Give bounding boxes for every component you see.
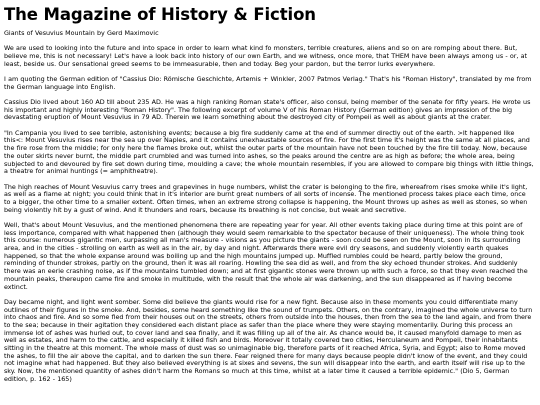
article-paragraph-1: We are used to looking into the future and into space in order to learn what kind fo monsters, terrible creatures, aliens and so on are romping about there. But, believe me, this is not necessary! Let's have a look back into history of our own Earth, and we witness, once more, that THEM have been always among us - or, at least, beside us. Our sensational greed seems to be immeasurable, then and today. Beg your pardon, but the terror lurks everywhere. (4, 44, 527, 68)
article-subtitle: Giants of Vesuvius Mountain by Gerd Maximovic (4, 29, 159, 37)
article-paragraph-3: Cassius Dio lived about 160 AD till about 235 AD. He was a high ranking Roman state's officer, also consul, being member of the senate for fifty years. He wrote us his important and highly interesting "Roman History". The following excerpt of volume V of his Roman History (German edition) gives an impression of the big devastating eruption of Mount Vesuvius in 79 AD. Therein we learn something about the destroyed city of Pompeii as well as about giants at the crater. (4, 98, 531, 122)
article-paragraph-6: Well, that's about Mount Vesuvius, and the mentioned phenomena there are repeating year for year. All other events taking place during time at this point are of less importance, compared with what happened then (although they would seem remarkable to the spectator because of their uniqueness). The whole thing took this course: numerous gigantic men, surpassing all man's measure - visions as you picture the giants - soon could be seen on the Mount, soon in its surrounding area, and in the cities - strolling on earth as well as in the air, by day and night. Afterwards there were evil dry seasons, and suddenly violently earth quakes happened, so that the whole expanse around was boiling up and the high mountains jumped up. Muffled rumbles could be heard, partly below the ground, reminding of thunder strokes, partly on the ground, then it was all roaring. Howling the sea did as well, and from the sky echoed thunder strokes. And suddenly there was an eerie crashing noise, as if the mountains tumbled down; and at first gigantic stones were thrown up with such a force, so that they even reached the mountain peaks, thereupon came fire and smoke in multitude, with the result that the whole air was darkening, and the sun disappeared as if having become extinct. (4, 220, 528, 291)
article-paragraph-2: I am quoting the German edition of "Cassius Dio: Römische Geschichte, Artemis + Winkler, 2007 Patmos Verlag." That's his "Roman History", translated by me from the German language into English. (4, 75, 532, 91)
article-paragraph-5: The high reaches of Mount Vesuvius carry trees and grapevines in huge numbers, whilst the crater is belonging to the fire, whereafrom rises smoke while it's light, as well as a flame at night; you could think that in it's interior are burnt great numbers of all sorts of incense. The mentioned process takes place each time, once to a bigger, the other time to a smaller extent. Often times, when an extreme strong collapse is happening, the Mount throws up ashes as well as stones, so when being violently hit by a gust of wind. And it thunders and roars, because its breathing is not concise, but weak and secretive. (4, 182, 528, 214)
article-title: The Magazine of History & Fiction (4, 5, 316, 24)
article-paragraph-7: Day became night, and light went somber. Some did believe the giants would rise for a new fight. Because also in these moments you could differentiate many outlines of their figures in the smoke. And, besides, some heard something like the sound of trumpets. Others, on the contrary, imagined the whole universe to turn into chaos and fire. And so some fled from their houses out on the streets, others from outside into the houses, then from the sea to the land again, and from there to the sea; because in their agitation they considered each distant place as safer than the place where they were staying momentarily. During this process an immense lot of ashes was hurled out, to cover land and sea finally, and it was filling up all of the air. As chance would be, it caused manyfold damage to men as well as estates, and harm to the cattle, and especially it killed fish and birds. Moreover it totally covered two cities, Herculaneum and Pompeii, their inhabitants sitting in the theatre at this moment. The whole mass of dust was so unimaginable big, therefore parts of it reached Africa, Syria, and Egypt; also to Rome moved the ashes, to fill the air above the capital, and to darken the sun there. Fear reigned there for many days because people didn't know of the event, and they could not imagine what had happened. But they also believed everything is at sixes and sevens, the sun will disappear into the earth, and earth itself will rise up to the sky. Now, the mentioned quantity of ashes didn't harm the Romans so much at this time, whilst at a later time it caused a terrible epidemic." (Dio 5, German edition, p. 162 - 165) (4, 297, 533, 383)
article-paragraph-4: "In Campania you lived to see terrible, astonishing events; because a big fire suddenly came at the end of summer directly out of the earth. >It happened like this<: Mount Vesuvius rises near the sea up over Naples, and it contains unexhaustable sources of fire. For the first time it's height was the same at all places, and the fire rose from the middle; for only here the flames broke out, whilst the outer parts of the mountain have not been touched by the fire till today. Now, because the outer skirts never burnt, the middle part crumbled and was turned into ashes, so the peaks around the centre are as high as before; the whole area, being subjected to and devoured by fire set down during time, moulding a cave; the whole mountain resembles, if you are allowed to compare big things with little things, a theatre for animal huntings (= amphitheatre). (4, 128, 534, 176)
